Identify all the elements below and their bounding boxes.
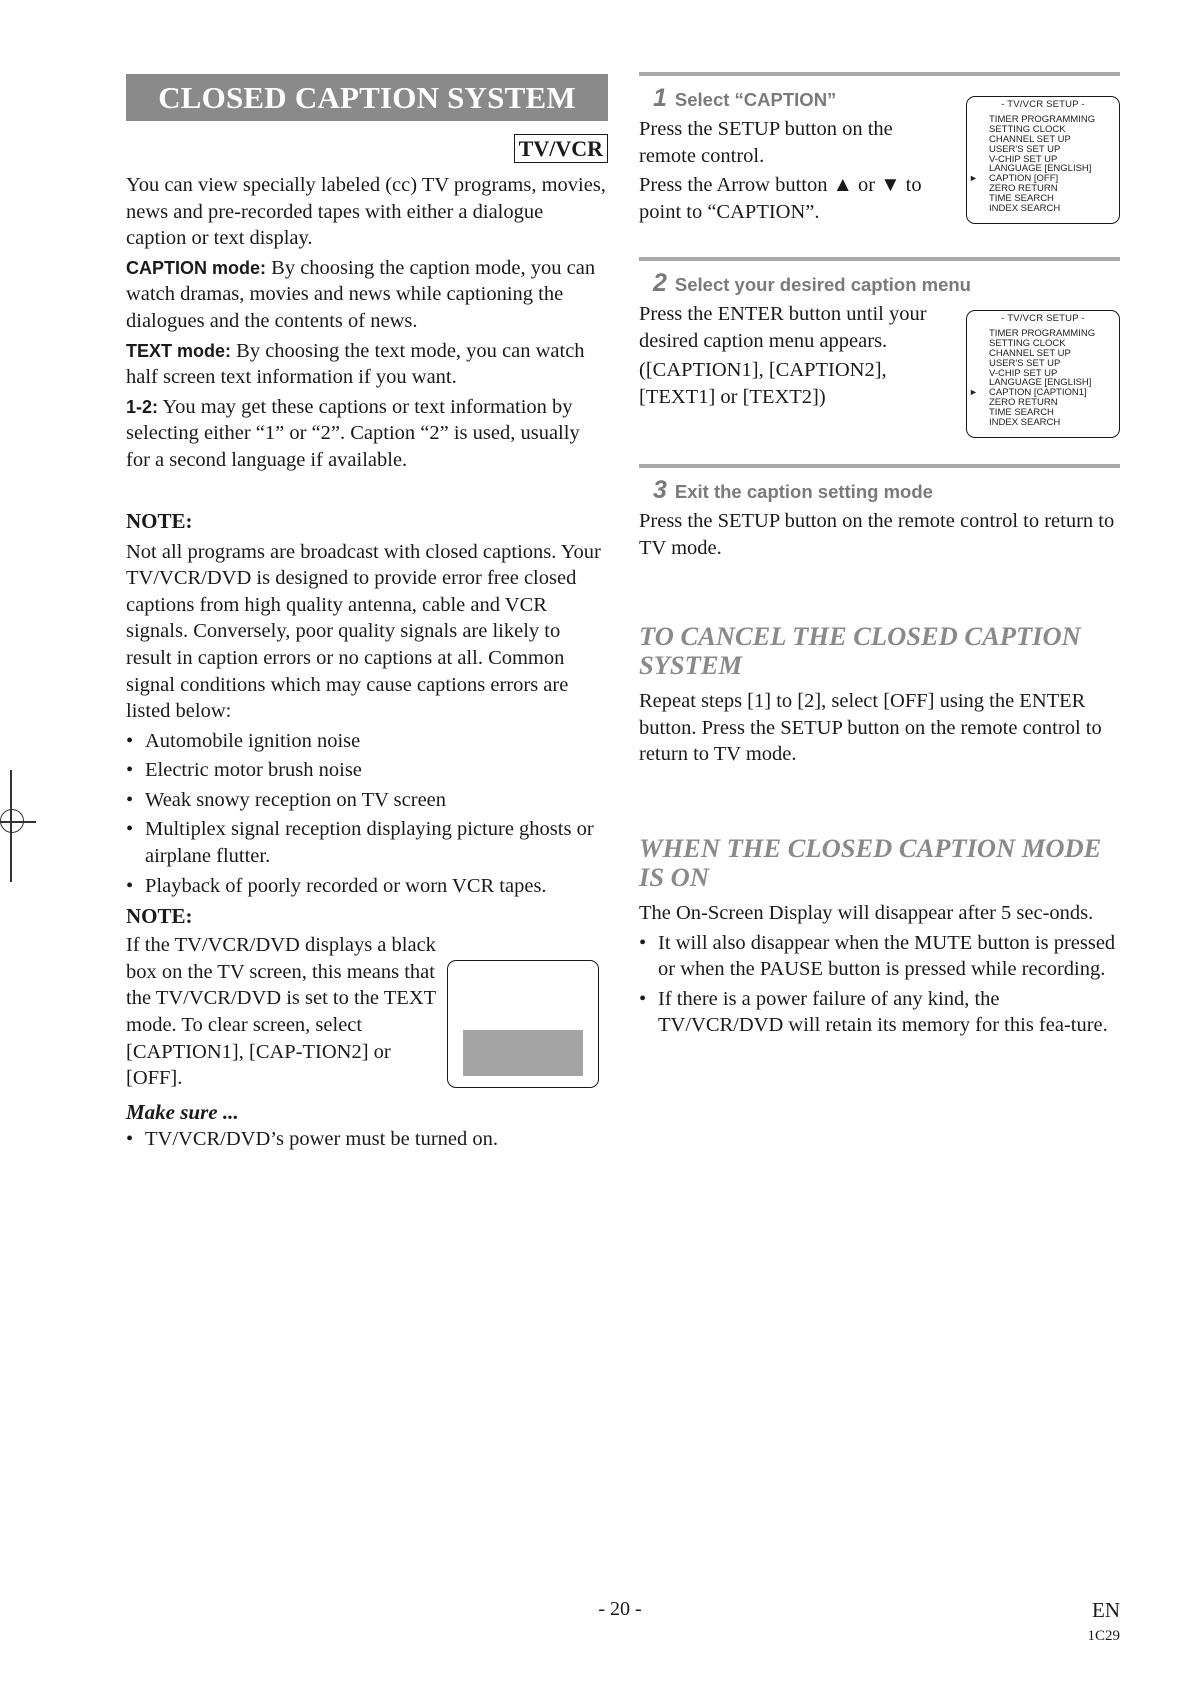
step-3-text-1: Press the SETUP button on the remote control to return to TV mode. — [639, 510, 1115, 559]
osd-menu-item: LANGUAGE [ENGLISH] — [989, 377, 1092, 389]
osd-menu-item: SETTING CLOCK — [989, 123, 1066, 135]
list-item: • Weak snowy reception on TV screen — [126, 788, 447, 811]
step-1-text-1: Press the SETUP button on the remote control. — [639, 118, 893, 167]
osd-menu-item: SETTING CLOCK — [989, 337, 1066, 349]
when-on-section-title: WHEN THE CLOSED CAPTION MODE IS ON — [639, 833, 1102, 892]
cancel-section-title: TO CANCEL THE CLOSED CAPTION SYSTEM — [639, 621, 1081, 680]
osd-menu-item: ZERO RETURN — [989, 397, 1058, 409]
osd-menu-item: V-CHIP SET UP — [989, 367, 1058, 379]
osd-menu-item: CHANNEL SET UP — [989, 347, 1071, 359]
cancel-section-text: Repeat steps [1] to [2], select [OFF] using the ENTER button. Press the SETUP button on the remote control to return to TV mode. — [639, 690, 1102, 766]
tv-vcr-badge: TV/VCR — [514, 134, 608, 163]
caption-mode-paragraph — [126, 255, 608, 335]
osd-menu-item: TIME SEARCH — [989, 193, 1054, 205]
make-sure-heading: Make sure ... — [126, 1099, 239, 1124]
one-two-paragraph — [126, 394, 608, 474]
text-mode-paragraph — [126, 338, 608, 391]
pointer-arrow-icon: ► — [969, 387, 978, 398]
osd-menu-item-selected: ► CAPTION [OFF] — [969, 173, 1059, 185]
step-1-rule — [639, 72, 1120, 76]
step-1-text-2: Press the Arrow button ▲ or ▼ to point to “CAPTION”. — [639, 174, 922, 223]
step-3-heading — [639, 476, 1120, 504]
one-two-text: You may get these captions or text information by selecting either “1” or “2”. Caption “2” is used, usually for a second language if available. — [126, 395, 580, 471]
text-mode-label: TEXT mode: — [126, 340, 232, 361]
page-title: CLOSED CAPTION SYSTEM — [126, 74, 608, 121]
intro-paragraph: You can view specially labeled (cc) TV programs, movies, news and pre-recorded tapes with either a dialogue caption or text display. — [126, 174, 606, 250]
osd-menu-title: - TV/VCR SETUP - — [1001, 99, 1085, 110]
list-item: • Automobile ignition noise — [126, 729, 361, 752]
caption-mode-text: By choosing the caption mode, you can watch dramas, movies and news while captioning the dialogues and the contents of news. — [126, 256, 596, 332]
one-two-label: 1-2: — [126, 396, 159, 417]
osd-menu-item: USER'S SET UP — [989, 357, 1061, 369]
step-3-title: Exit the caption setting mode — [674, 481, 933, 502]
signal-conditions-list — [126, 728, 608, 900]
osd-menu-item: INDEX SEARCH — [989, 203, 1061, 215]
page-number: - 20 - — [598, 1598, 642, 1620]
osd-menu-step-2 — [966, 310, 1120, 438]
badge-row — [126, 134, 608, 164]
osd-menu-item: V-CHIP SET UP — [989, 153, 1058, 165]
note-heading-1: NOTE: — [126, 508, 193, 533]
when-on-list — [639, 930, 1120, 1039]
osd-menu-item-selected: ► CAPTION [CAPTION1] — [969, 387, 1087, 399]
osd-menu-item: LANGUAGE [ENGLISH] — [989, 163, 1092, 175]
document-code: 1C29 — [1087, 1628, 1120, 1644]
list-item: • Electric motor brush noise — [126, 759, 362, 782]
osd-menu-item: USER'S SET UP — [989, 143, 1061, 155]
list-item: • Multiplex signal reception displaying picture ghosts or airplane flutter. — [126, 818, 594, 868]
osd-menu-title: - TV/VCR SETUP - — [1001, 313, 1085, 324]
osd-menu-item: TIMER PROGRAMMING — [989, 327, 1096, 339]
note-paragraph-1: Not all programs are broadcast with closed captions. Your TV/VCR/DVD is designed to provide error free closed captions from high quality antenna, cable and VCR signals. Conversely, poor quality signals are likely to result in caption errors or no captions at all. Common signal conditions which may cause captions errors are listed below: — [126, 540, 601, 723]
note-heading-2: NOTE: — [126, 904, 193, 929]
make-sure-list — [126, 1126, 608, 1153]
pointer-arrow-icon: ► — [969, 173, 978, 184]
step-3-number: 3 — [653, 476, 667, 504]
registration-mark-circle — [0, 809, 24, 833]
text-mode-text: By choosing the text mode, you can watch half screen text information if you want. — [126, 339, 585, 389]
osd-menu-item: TIMER PROGRAMMING — [989, 113, 1096, 125]
tv-screen-illustration — [447, 960, 599, 1088]
step-1-number: 1 — [653, 84, 667, 112]
caption-mode-label: CAPTION mode: — [126, 257, 267, 278]
step-2-title: Select your desired caption menu — [674, 274, 971, 295]
list-item: • TV/VCR/DVD’s power must be turned on. — [126, 1127, 499, 1150]
list-item: • It will also disappear when the MUTE button is pressed or when the PAUSE button is pressed while recording. — [639, 931, 1116, 981]
list-item: • If there is a power failure of any kind, the TV/VCR/DVD will retain its memory for this fea-ture. — [639, 987, 1108, 1037]
step-2-text-1: Press the ENTER button until your desired caption menu appears. — [639, 303, 927, 352]
step-2-number: 2 — [653, 269, 667, 297]
when-on-section-text: The On-Screen Display will disappear after 5 sec-onds. — [639, 902, 1094, 924]
osd-menu-item: ZERO RETURN — [989, 183, 1058, 195]
osd-menu-step-1 — [966, 96, 1120, 224]
step-1-title: Select “CAPTION” — [674, 89, 837, 110]
osd-menu-item: CHANNEL SET UP — [989, 133, 1071, 145]
note-paragraph-2: If the TV/VCR/DVD displays a black box on the TV screen, this means that the TV/VCR/DVD is set to the TEXT mode. To clear screen, select [CAPTION1], [CAP-TION2] or [OFF]. — [126, 934, 436, 1090]
language-code: EN — [1092, 1598, 1120, 1622]
osd-menu-item: TIME SEARCH — [989, 407, 1054, 419]
osd-menu-item: INDEX SEARCH — [989, 417, 1061, 429]
list-item: • Playback of poorly recorded or worn VCR tapes. — [126, 874, 547, 897]
text-mode-black-box — [463, 1030, 583, 1076]
step-2-heading — [639, 269, 1120, 297]
step-2-text-2: ([CAPTION1], [CAPTION2], [TEXT1] or [TEXT2]) — [639, 359, 887, 408]
